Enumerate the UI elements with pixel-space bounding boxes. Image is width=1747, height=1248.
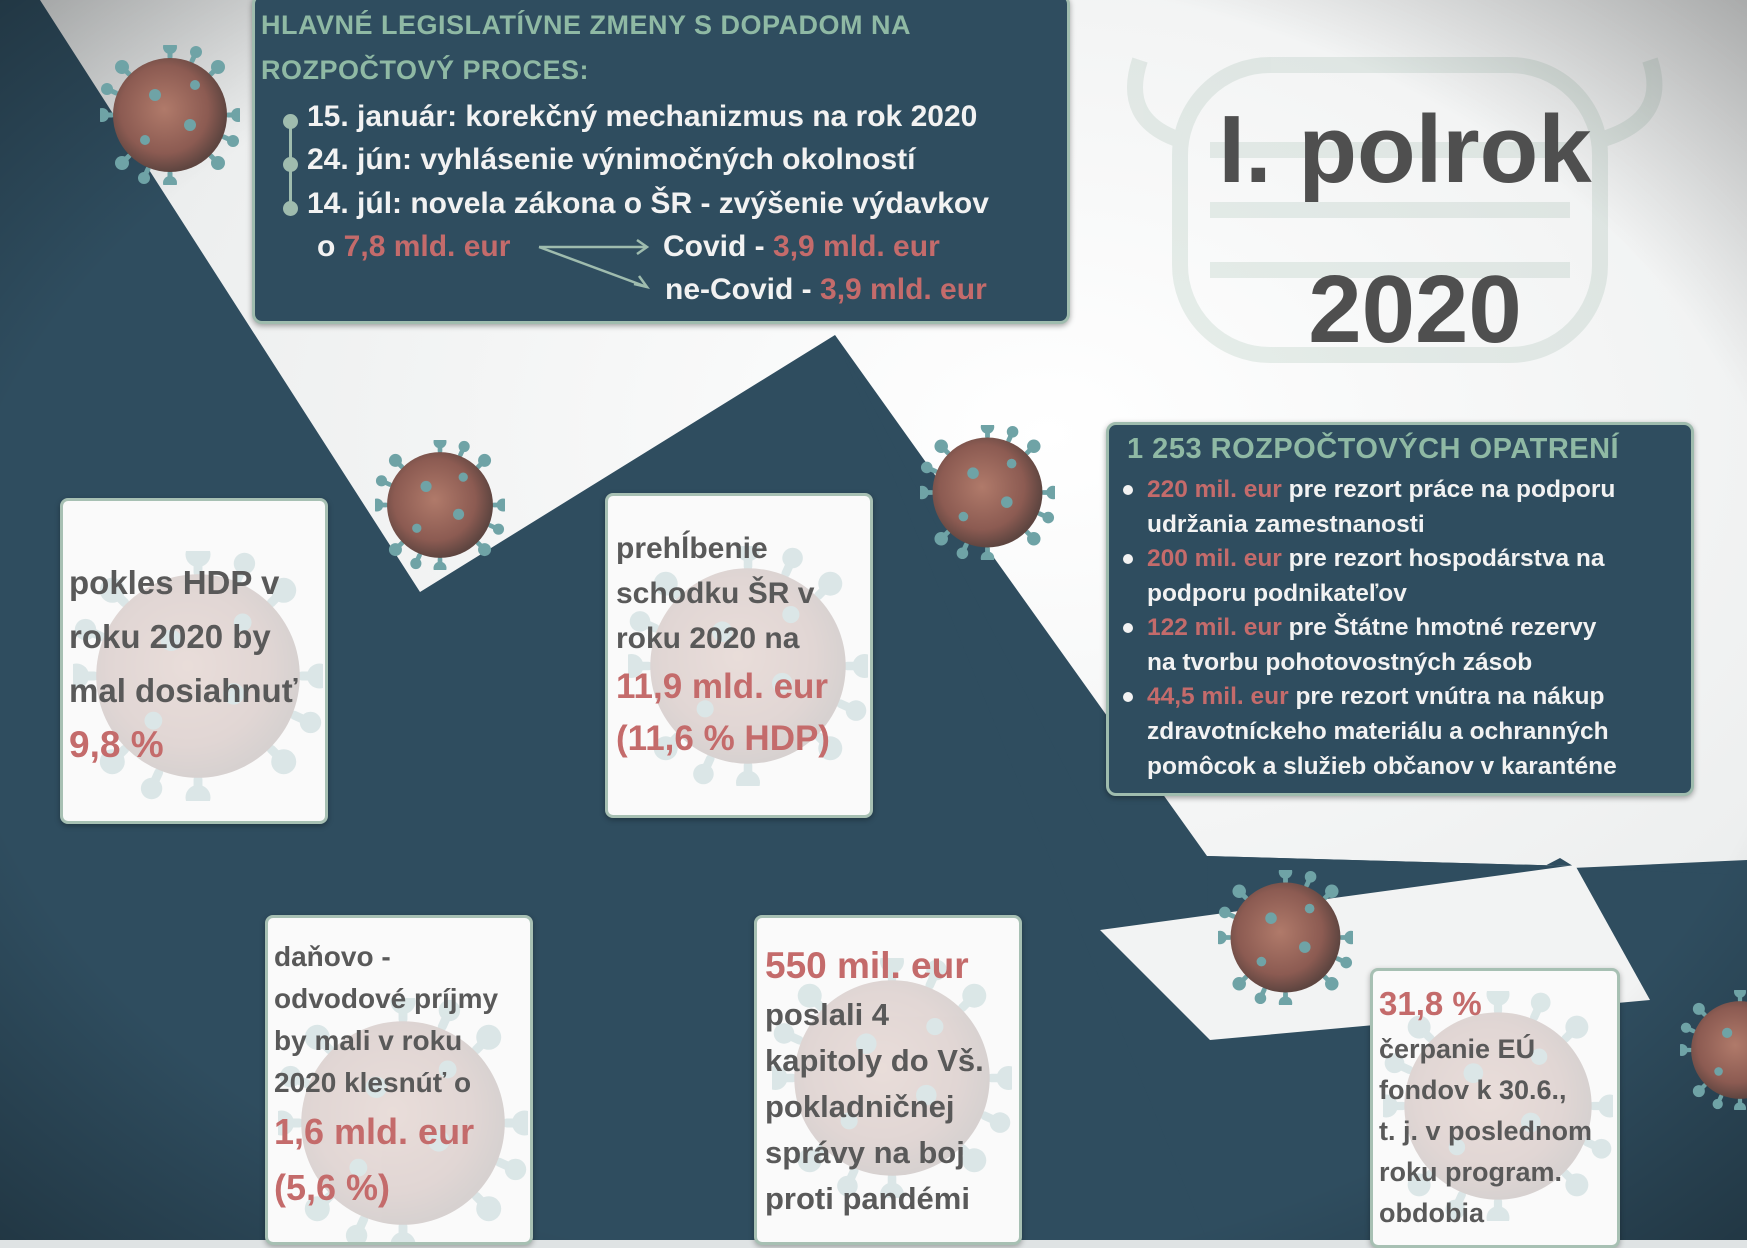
tax-card	[265, 915, 533, 1245]
legislation-title-line2: ROZPOČTOVÝ PROCES:	[261, 55, 590, 85]
tax-value: 1,6 mld. eur	[274, 1111, 475, 1152]
budget-measure-item: 220 mil. eur pre rezort práce na podporu udržania zamestnanosti	[1147, 472, 1677, 542]
budget-measures-panel	[1106, 422, 1694, 796]
virus-icon	[920, 425, 1055, 560]
deficit-line1: prehĺbenie	[616, 532, 768, 565]
eu-line1: čerpanie EÚ	[1379, 1034, 1536, 1064]
amount-total: 7,8 mld. eur	[343, 230, 511, 263]
timeline-dot	[283, 114, 298, 129]
deficit-card	[605, 493, 873, 818]
treasury-line4: správy na boj	[765, 1135, 965, 1170]
split-covid: Covid - 3,9 mld. eur	[663, 230, 940, 263]
treasury-line1: poslali 4	[765, 997, 890, 1032]
treasury-card	[754, 915, 1022, 1245]
budget-measure-item: 122 mil. eur pre Štátne hmotné rezervy na tvorbu pohotovostných zásob	[1147, 610, 1677, 680]
eu-funds-card	[1370, 968, 1620, 1248]
split-non-covid: ne-Covid - 3,9 mld. eur	[665, 273, 987, 306]
budget-measures-title: 1 253 ROZPOČTOVÝCH OPATRENÍ	[1127, 433, 1620, 465]
headline-line1: I. polrok	[1218, 96, 1592, 203]
gdp-line1: pokles HDP v	[69, 564, 280, 601]
amount-prefix: o	[317, 230, 336, 263]
tax-line2: odvodové príjmy	[274, 983, 499, 1014]
bullet	[1123, 485, 1133, 495]
virus-icon	[100, 45, 240, 185]
deficit-line2: schodku ŠR v	[616, 577, 815, 610]
legislation-item: 15. január: korekčný mechanizmus na rok 2020	[307, 100, 978, 133]
headline-line2: 2020	[1308, 256, 1522, 363]
gdp-value: 9,8 %	[69, 724, 164, 765]
bullet	[1123, 692, 1133, 702]
tax-line1: daňovo -	[274, 941, 391, 972]
treasury-line2: kapitoly do Vš.	[765, 1043, 984, 1078]
legislation-item: 14. júl: novela zákona o ŠR - zvýšenie výdavkov	[307, 187, 989, 220]
bullet	[1123, 554, 1133, 564]
tax-line3: by mali v roku	[274, 1025, 463, 1056]
virus-icon	[375, 440, 505, 570]
gdp-card	[60, 498, 328, 824]
legislation-amount	[317, 230, 510, 264]
tax-line4: 2020 klesnúť o	[274, 1067, 472, 1098]
treasury-value: 550 mil. eur	[765, 945, 969, 986]
deficit-value-pct: (11,6 % HDP)	[616, 719, 830, 758]
legislation-title-line1: HLAVNÉ LEGISLATÍVNE ZMENY S DOPADOM NA	[261, 10, 912, 40]
arrow-icon	[537, 237, 657, 297]
treasury-line5: proti pandémi	[765, 1181, 970, 1216]
legislation-item: 24. jún: vyhlásenie výnimočných okolností	[307, 143, 916, 176]
eu-value: 31,8 %	[1379, 985, 1482, 1022]
budget-measure-item: 200 mil. eur pre rezort hospodárstva na podporu podnikateľov	[1147, 541, 1677, 611]
legislation-panel	[252, 0, 1070, 324]
eu-line2: fondov k 30.6.,	[1379, 1075, 1567, 1105]
virus-icon	[1218, 870, 1353, 1005]
eu-line4: roku program.	[1379, 1157, 1563, 1187]
treasury-line3: pokladničnej	[765, 1089, 955, 1124]
gdp-line3: mal dosiahnuť	[69, 672, 298, 709]
tax-value-pct: (5,6 %)	[274, 1167, 391, 1208]
timeline-dot	[283, 201, 298, 216]
deficit-line3: roku 2020 na	[616, 622, 800, 655]
timeline-dot	[283, 157, 298, 172]
eu-line5: obdobia	[1379, 1198, 1484, 1228]
eu-line3: t. j. v poslednom	[1379, 1116, 1593, 1146]
budget-measure-item: 44,5 mil. eur pre rezort vnútra na nákup zdravotníckeho materiálu a ochranných pomôcok a služieb občanov v karanténe	[1147, 679, 1677, 784]
gdp-line2: roku 2020 by	[69, 618, 271, 655]
virus-icon	[1680, 990, 1747, 1110]
deficit-value: 11,9 mld. eur	[616, 667, 829, 706]
bullet	[1123, 623, 1133, 633]
